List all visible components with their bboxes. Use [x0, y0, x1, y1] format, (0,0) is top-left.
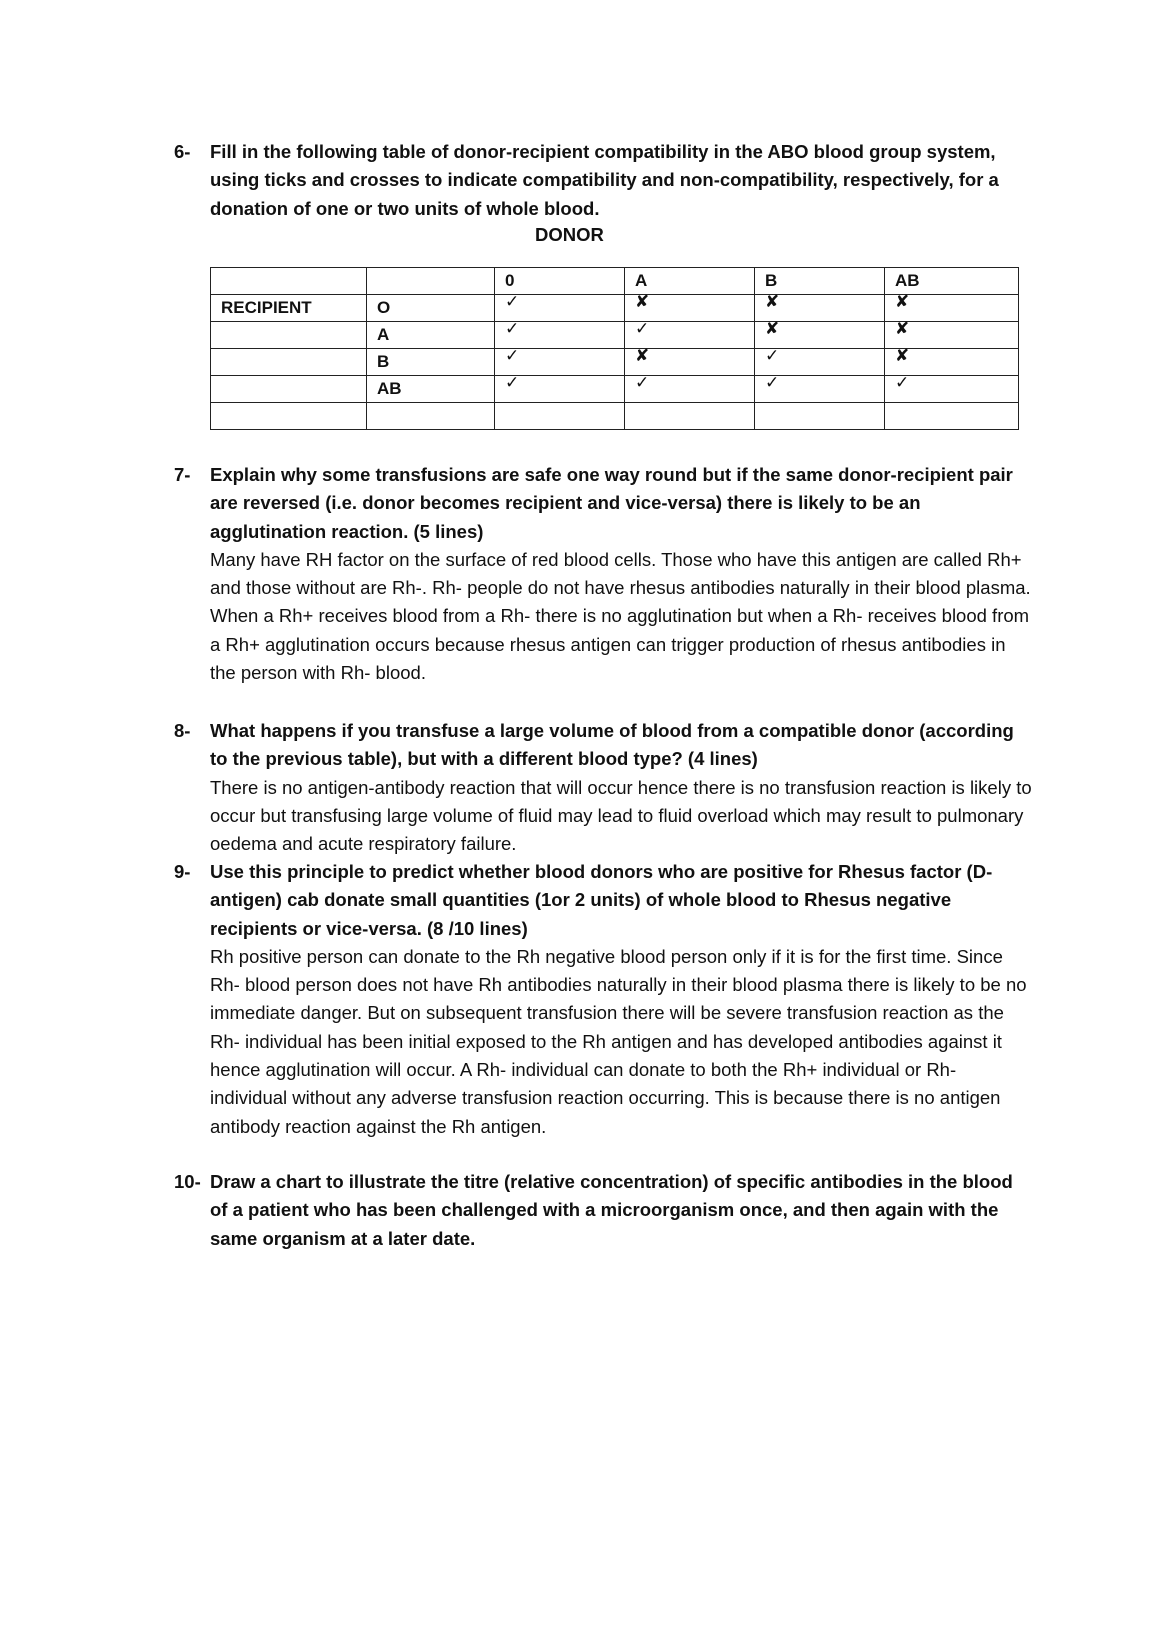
table-cell — [625, 346, 755, 376]
tick-mark: ✓ — [765, 373, 780, 392]
table-header-cell: A — [625, 268, 755, 295]
table-header-cell: AB — [885, 268, 1019, 295]
table-cell — [755, 373, 885, 403]
table-cell — [885, 373, 1019, 403]
cross-mark: ✘ — [635, 292, 650, 311]
table-cell — [755, 403, 885, 430]
table-cell — [625, 373, 755, 403]
tick-mark: ✓ — [505, 292, 520, 311]
answer-text: Rh positive person can donate to the Rh negative blood person only if it is for the first time. Since Rh- blood person does not have Rh antibodies naturally in their blood plasma there is likely to be no immediate danger. But on subsequent transfusion there will be severe transfusion reaction as the Rh- individual has been initial exposed to the Rh antigen and has developed antibodies against it hence agglutination will occur. A Rh- individual can donate to both the Rh+ individual or Rh- individual without any adverse transfusion reaction occurring. This is because there is no antigen antibody reaction against the Rh antigen. — [210, 945, 1027, 1137]
table-cell — [211, 403, 367, 430]
table-cell: A — [367, 322, 495, 349]
question-7 — [174, 461, 1034, 687]
table-cell — [211, 376, 367, 403]
table-cell — [625, 403, 755, 430]
question-10 — [174, 1168, 1034, 1253]
answer-text: There is no antigen-antibody reaction that will occur hence there is no transfusion reaction is likely to occur but transfusing large volume of fluid may lead to fluid overload which may result to pulmonary oedema and acute respiratory failure. — [210, 776, 1032, 855]
table-cell — [367, 403, 495, 430]
table-header-cell — [211, 268, 367, 295]
table-header-cell: 0 — [495, 268, 625, 295]
table-cell — [885, 346, 1019, 376]
table-row — [211, 295, 1019, 322]
question-8 — [174, 717, 1034, 858]
table-cell — [495, 292, 625, 322]
tick-mark: ✓ — [505, 346, 520, 365]
compatibility-table — [210, 267, 1019, 430]
table-cell — [495, 346, 625, 376]
table-cell: RECIPIENT — [211, 295, 367, 322]
question-number: 8- — [174, 720, 191, 741]
table-cell — [495, 319, 625, 349]
table-header-cell — [367, 268, 495, 295]
question-text: Draw a chart to illustrate the titre (relative concentration) of specific antibodies in the blood of a patient who has been challenged with a microorganism once, and then again with the same organism at a later date. — [210, 1171, 1013, 1249]
table-cell: B — [367, 349, 495, 376]
table-cell — [885, 403, 1019, 430]
cross-mark: ✘ — [895, 346, 910, 365]
cross-mark: ✘ — [895, 319, 910, 338]
table-cell — [495, 373, 625, 403]
question-text: Fill in the following table of donor-recipient compatibility in the ABO blood group system, using ticks and crosses to indicate compatibility and non-compatibility, respectively, for a donation of one or two units of whole blood. — [210, 141, 999, 219]
table-cell — [211, 349, 367, 376]
tick-mark: ✓ — [765, 346, 780, 365]
table-cell — [211, 322, 367, 349]
question-number: 6- — [174, 141, 191, 162]
answer-text: Many have RH factor on the surface of red blood cells. Those who have this antigen are called Rh+ and those without are Rh-. Rh- people do not have rhesus antibodies naturally in their blood plasma. When a Rh+ receives blood from a Rh- there is no agglutination but when a Rh- receives blood from a Rh+ agglutination occurs because rhesus antigen can trigger production of rhesus antibodies in the person with Rh- blood. — [210, 548, 1031, 684]
question-text: Explain why some transfusions are safe one way round but if the same donor-recipient pair are reversed (i.e. donor becomes recipient and vice-versa) there is likely to be an agglutination reaction. (5 lines) — [210, 464, 1013, 542]
table-row — [211, 349, 1019, 376]
table-cell — [625, 292, 755, 322]
question-text: Use this principle to predict whether blood donors who are positive for Rhesus factor (D-antigen) cab donate small quantities (1or 2 units) of whole blood to Rhesus negative recipients or vice-versa. (8 /10 lines) — [210, 861, 993, 939]
question-number: 7- — [174, 464, 191, 485]
donor-label: DONOR — [535, 224, 604, 245]
table-cell — [885, 319, 1019, 349]
table-row — [211, 376, 1019, 403]
tick-mark: ✓ — [505, 373, 520, 392]
tick-mark: ✓ — [895, 373, 910, 392]
table-row — [211, 403, 1019, 430]
cross-mark: ✘ — [765, 319, 780, 338]
tick-mark: ✓ — [505, 319, 520, 338]
table-header-cell: B — [755, 268, 885, 295]
table-cell — [495, 403, 625, 430]
cross-mark: ✘ — [635, 346, 650, 365]
tick-mark: ✓ — [635, 373, 650, 392]
table-cell — [885, 292, 1019, 322]
cross-mark: ✘ — [895, 292, 910, 311]
table-header-row — [211, 268, 1019, 295]
question-text: What happens if you transfuse a large volume of blood from a compatible donor (according to the previous table), but with a different blood type? (4 lines) — [210, 720, 1014, 770]
table-cell — [625, 319, 755, 349]
table-cell: O — [367, 295, 495, 322]
table-cell — [755, 346, 885, 376]
question-9 — [174, 858, 1034, 1141]
question-6 — [174, 138, 1034, 223]
table-cell — [755, 292, 885, 322]
question-number: 10- — [174, 1171, 201, 1192]
table-cell — [755, 319, 885, 349]
cross-mark: ✘ — [765, 292, 780, 311]
table-row — [211, 322, 1019, 349]
tick-mark: ✓ — [635, 319, 650, 338]
question-number: 9- — [174, 861, 191, 882]
table-cell: AB — [367, 376, 495, 403]
